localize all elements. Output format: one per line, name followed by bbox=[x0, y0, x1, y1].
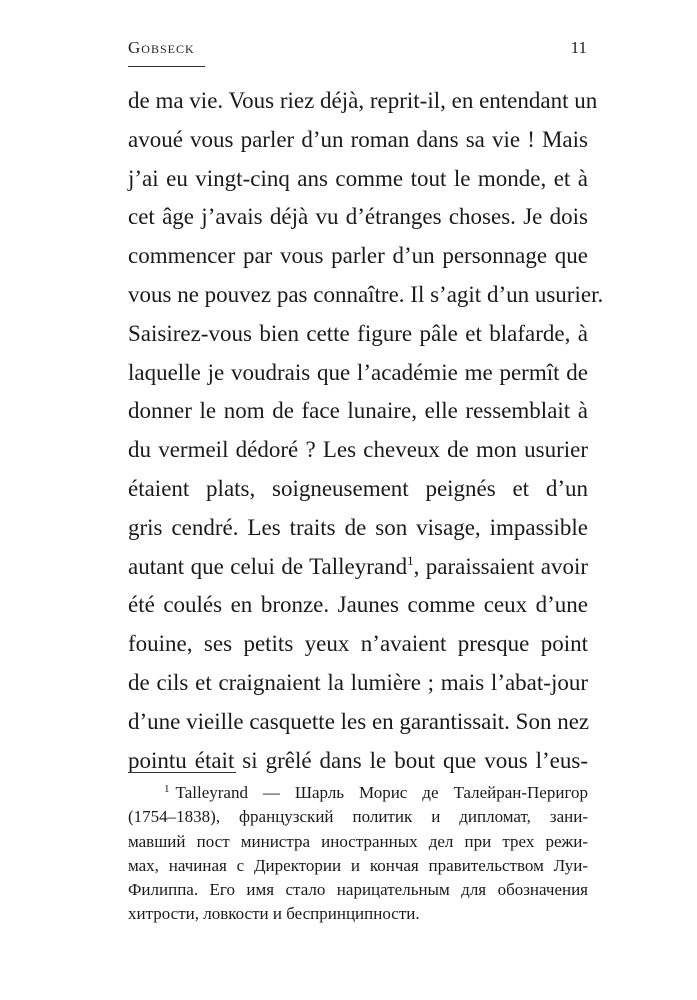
running-title: Gobseck bbox=[128, 38, 195, 57]
text-line: Saisirez-vous bien cette figure pâle et blafarde, à bbox=[128, 320, 588, 346]
footnote-rule bbox=[128, 772, 236, 773]
body-text bbox=[128, 82, 604, 780]
text-line: j’ai eu vingt-cinq ans comme tout le monde, et à bbox=[128, 165, 588, 191]
text-line: étaient plats, soigneusement peignés et d’un bbox=[128, 475, 588, 501]
text-segment: , paraissaient avoir bbox=[413, 553, 589, 579]
text-line: laquelle je voudrais que l’académie me permît de bbox=[128, 359, 588, 385]
header-rule bbox=[128, 66, 205, 67]
footnote-reference[interactable]: 1 bbox=[407, 552, 414, 568]
footnote-text: Talleyrand — Шарль Морис де Талейран-Перигор bbox=[175, 783, 588, 802]
text-line-with-footnote-ref bbox=[128, 548, 588, 587]
footnote-line: мах, начиная с Директории и кончая правительством Луи- bbox=[128, 855, 588, 875]
text-line: cet âge j’avais déjà vu d’étranges choses. Je dois bbox=[128, 204, 588, 230]
text-line: d’une vieille casquette les en garantissait. Son nez bbox=[128, 708, 590, 734]
text-line: commencer par vous parler d’un personnage que bbox=[128, 243, 588, 269]
footnote-line: хитрости, ловкости и беспринципности. bbox=[128, 904, 420, 924]
text-line: vous ne pouvez pas connaître. Il s’agit d’un usurier. bbox=[128, 281, 604, 307]
footnote-line: (1754–1838), французский политик и дипломат, зани- bbox=[128, 807, 588, 827]
footnote bbox=[128, 781, 588, 927]
text-line: gris cendré. Les traits de son visage, impassible bbox=[128, 514, 588, 540]
text-line: avoué vous parler d’un roman dans sa vie ! Mais bbox=[128, 126, 588, 152]
footnote-line: Филиппа. Его имя стало нарицательным для обозначения bbox=[128, 880, 588, 900]
footnote-line bbox=[128, 781, 588, 805]
text-line: de ma vie. Vous riez déjà, reprit-il, en entendant un bbox=[128, 88, 598, 113]
footnote-marker: 1 bbox=[164, 783, 170, 795]
text-line: de cils et craignaient la lumière ; mais l’abat-jour bbox=[128, 669, 588, 695]
text-line: été coulés en bronze. Jaunes comme ceux d’une bbox=[128, 592, 588, 618]
page-number: 11 bbox=[570, 38, 587, 57]
page-header bbox=[128, 38, 587, 68]
text-line: donner le nom de face lunaire, elle ressemblait à bbox=[128, 398, 588, 424]
footnote-line: мавший пост министра иностранных дел при трех режи- bbox=[128, 831, 588, 851]
text-line: fouine, ses petits yeux n’avaient presque point bbox=[128, 631, 588, 657]
text-line: du vermeil dédoré ? Les cheveux de mon usurier bbox=[128, 437, 588, 463]
text-segment: autant que celui de Talleyrand bbox=[128, 553, 408, 579]
text-line: pointu était si grêlé dans le bout que vous l’eus- bbox=[128, 747, 588, 773]
